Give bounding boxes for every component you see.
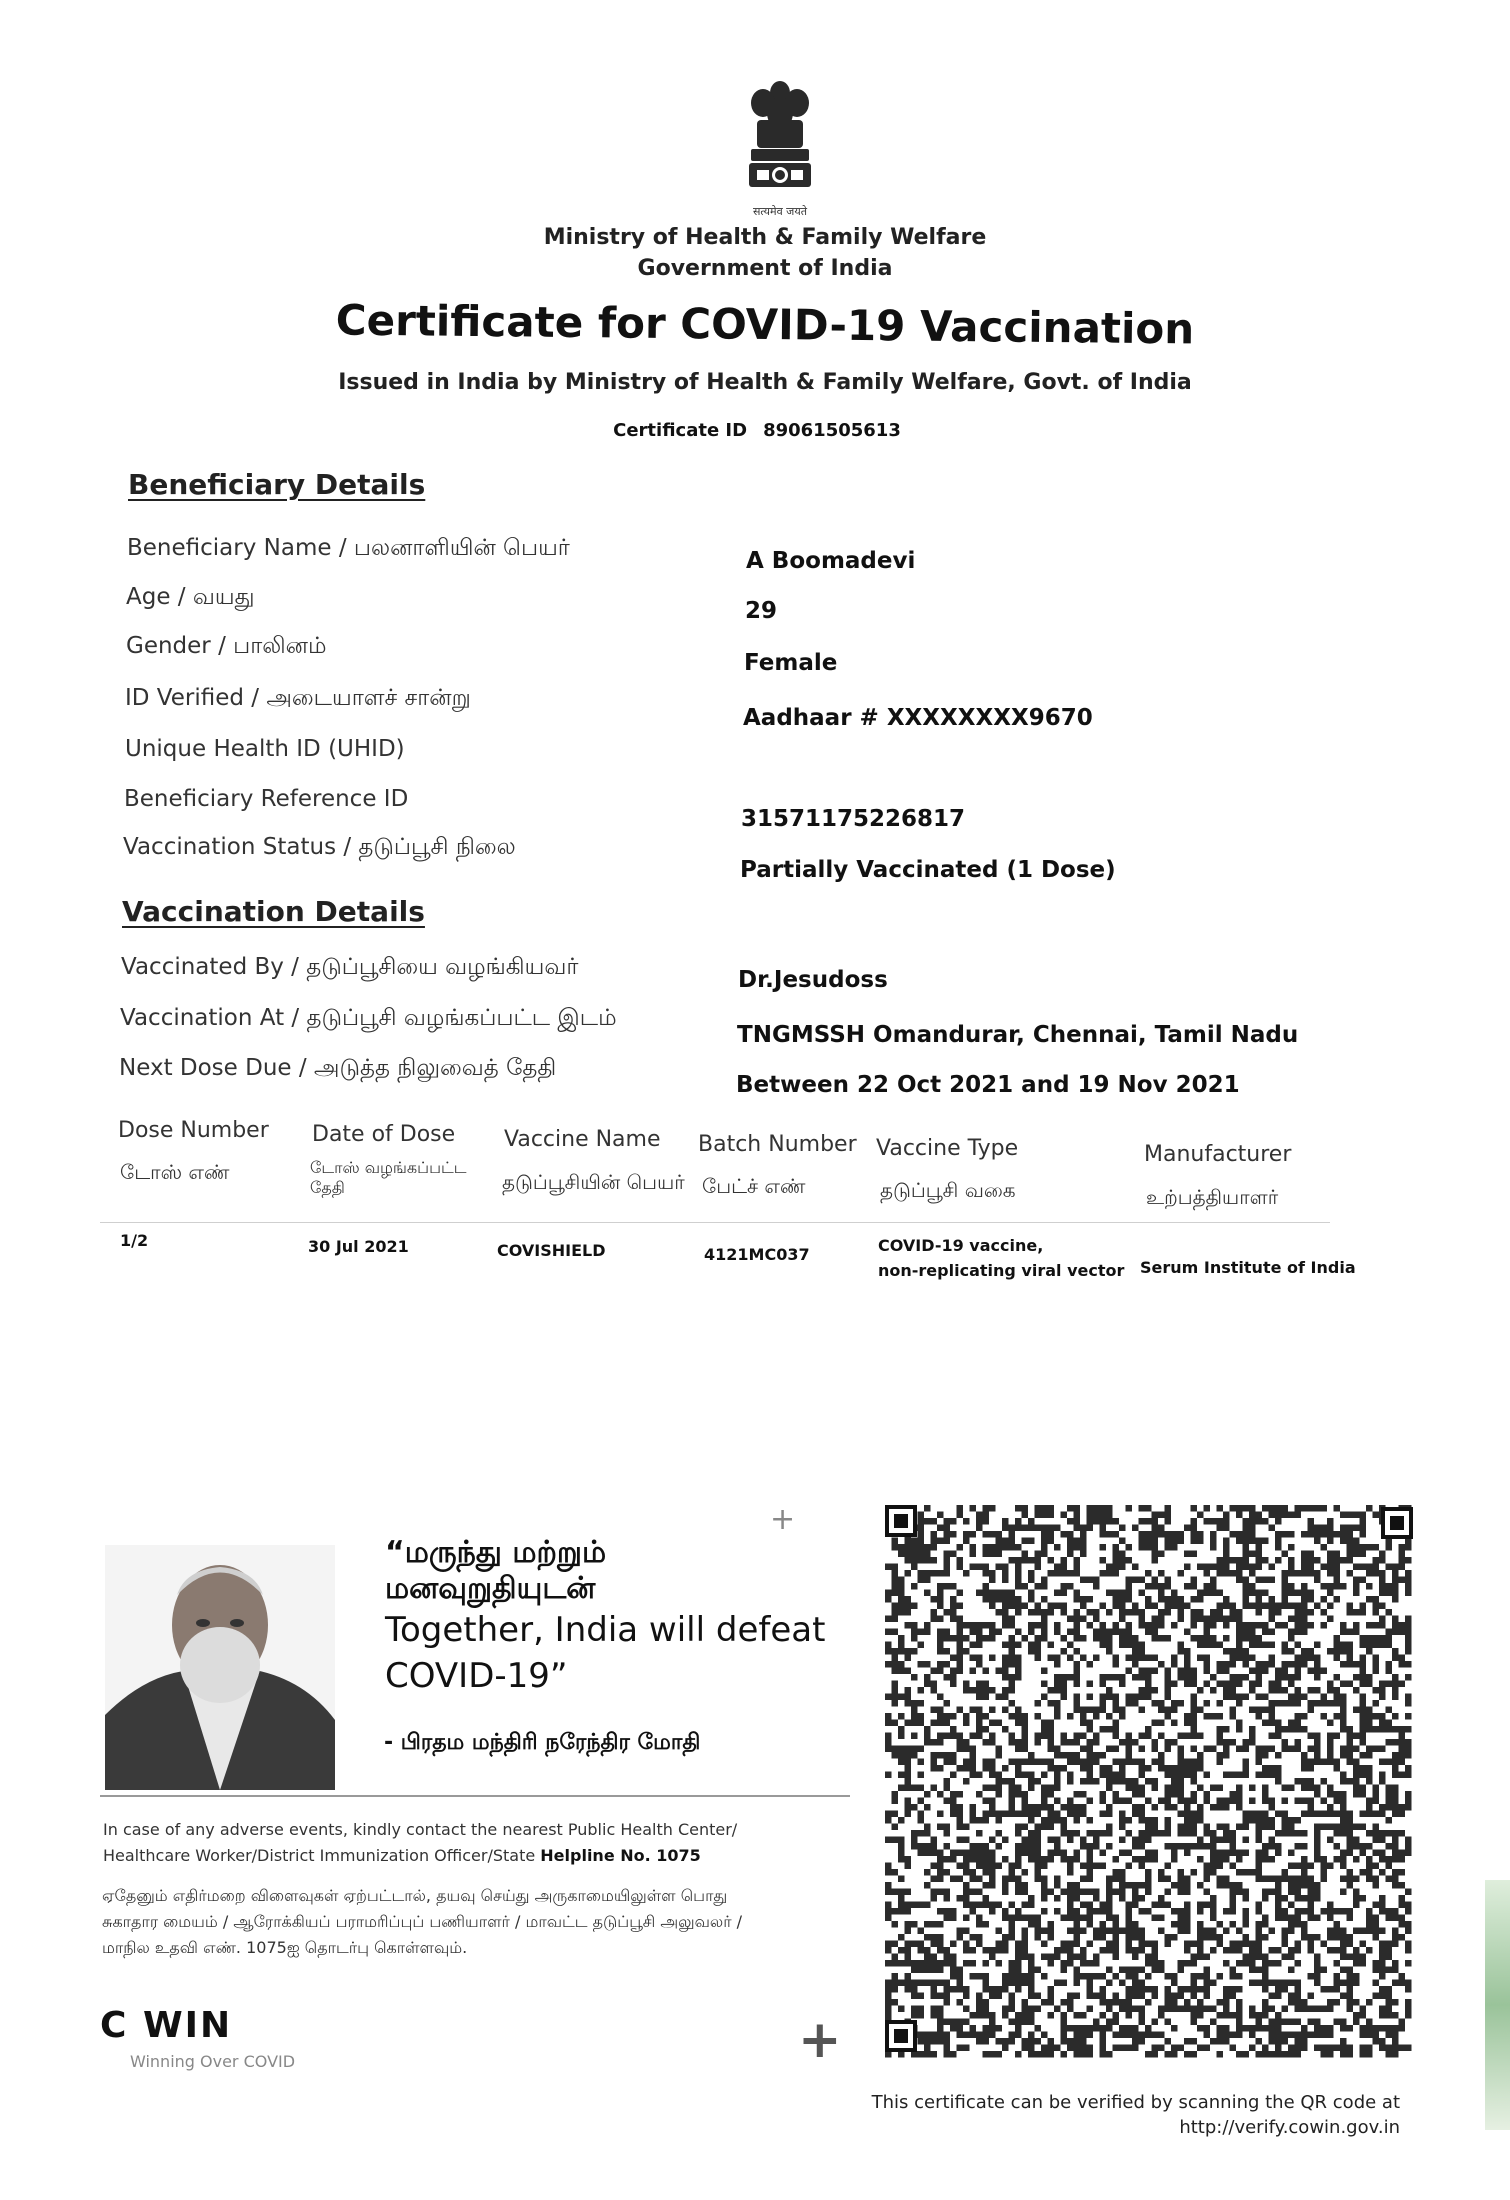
vaccine-name-cell: COVISHIELD (497, 1241, 606, 1260)
vaccinated-by-value: Dr.Jesudoss (738, 967, 888, 993)
issued-by: Issued in India by Ministry of Health & Family Welfare, Govt. of India (338, 370, 1192, 395)
beneficiary-details-heading: Beneficiary Details (128, 468, 426, 501)
dose-number-cell: 1/2 (120, 1231, 149, 1250)
vaccinated-by-label: Vaccinated By / தடுப்பூசியை வழங்கியவர் (121, 954, 579, 980)
uhid-label: Unique Health ID (UHID) (125, 736, 405, 762)
gender-value: Female (744, 650, 838, 676)
verify-url: http://verify.cowin.gov.in (1179, 2117, 1400, 2138)
beneficiary-name-label: Beneficiary Name / பலனாளியின் பெயர் (127, 535, 570, 561)
qr-finder-pattern (1381, 1507, 1413, 1539)
quote-signature: - பிரதம மந்திரி நரேந்திர மோதி (384, 1730, 701, 1755)
manufacturer-cell: Serum Institute of India (1140, 1258, 1356, 1277)
qr-code (885, 1505, 1415, 2060)
qr-code-icon (885, 1505, 1415, 2060)
vaccination-at-value: TNGMSSH Omandurar, Chennai, Tamil Nadu (737, 1022, 1299, 1048)
portrait-photo (105, 1545, 335, 1790)
notice-tamil-line2: சுகாதார மையம் / ஆரோக்கியப் பராமரிப்புப் பணியாளர் / மாவட்ட தடுப்பூசி அலுவலர் / (102, 1912, 743, 1931)
quote-tamil-line2: மனவுறுதியுடன் (385, 1571, 596, 1606)
table-header-batch-number: Batch Number (698, 1132, 857, 1157)
notice-english: In case of any adverse events, kindly contact the nearest Public Health Center/ Healthcare Worker/District Immunization Officer/State (103, 1820, 738, 1865)
age-label: Age / வயது (126, 584, 255, 610)
reference-id-label: Beneficiary Reference ID (124, 786, 409, 812)
table-header-date-of-dose-ta: டோஸ் வழங்கப்பட்ட தேதி (310, 1158, 467, 1197)
qr-finder-pattern (885, 2020, 917, 2052)
certificate-id-label: Certificate ID (613, 420, 748, 441)
emblem-motto: सत्यमेव जयते (752, 205, 807, 218)
notice-tamil-line1: ஏதேனும் எதிர்மறை விளைவுகள் ஏற்பட்டால், தயவு செய்து அருகாமையிலுள்ள பொது (102, 1886, 728, 1905)
quote-tamil-line1: “மருந்து மற்றும் (385, 1535, 607, 1570)
id-verified-value: Aadhaar # XXXXXXXX9670 (743, 705, 1093, 731)
date-of-dose-cell: 30 Jul 2021 (308, 1237, 409, 1256)
table-header-manufacturer: Manufacturer (1144, 1142, 1292, 1167)
age-value: 29 (745, 598, 778, 624)
page-edge-shadow (1485, 1880, 1510, 2130)
cowin-tagline: Winning Over COVID (130, 2052, 296, 2071)
qr-finder-pattern (885, 1505, 917, 1537)
certificate-title: Certificate for COVID-19 Vaccination (335, 295, 1195, 354)
helpline-number: Helpline No. 1075 (540, 1846, 701, 1865)
quote-english-line2: COVID-19” (385, 1656, 568, 1696)
table-header-dose-number: Dose Number (118, 1118, 269, 1143)
vaccination-details-heading: Vaccination Details (122, 895, 425, 928)
id-verified-label: ID Verified / அடையாளச் சான்று (125, 685, 471, 711)
vaccination-status-label: Vaccination Status / தடுப்பூசி நிலை (123, 834, 516, 860)
table-header-vaccine-name: Vaccine Name (504, 1127, 661, 1152)
cowin-logo: C WIN (100, 2005, 233, 2046)
plus-mark-icon: + (770, 1502, 796, 1537)
table-header-dose-number-ta: டோஸ் எண் (120, 1160, 230, 1184)
vaccination-status-value: Partially Vaccinated (1 Dose) (740, 857, 1116, 883)
table-header-vaccine-name-ta: தடுப்பூசியின் பெயர் (502, 1170, 685, 1194)
next-dose-label: Next Dose Due / அடுத்த நிலுவைத் தேதி (119, 1055, 557, 1081)
table-header-vaccine-type-ta: தடுப்பூசி வகை (880, 1178, 1016, 1202)
vaccine-type-line1: COVID-19 vaccine, (878, 1236, 1044, 1255)
adverse-events-notice-tamil (102, 1883, 842, 1961)
government-name: Government of India (637, 256, 893, 281)
verification-note (860, 2090, 1400, 2140)
quote-separator (100, 1795, 850, 1797)
adverse-events-notice (103, 1817, 823, 1869)
batch-number-cell: 4121MC037 (704, 1245, 810, 1264)
quote-english-line1: Together, India will defeat (385, 1610, 826, 1650)
table-header-manufacturer-ta: உற்பத்தியாளர் (1146, 1185, 1279, 1209)
certificate-id (0, 420, 1510, 441)
reference-id-value: 31571175226817 (741, 806, 966, 832)
table-header-date-of-dose: Date of Dose (312, 1122, 456, 1147)
table-header-vaccine-type: Vaccine Type (876, 1136, 1019, 1161)
table-header-batch-number-ta: பேட்ச் எண் (702, 1174, 806, 1198)
vaccination-at-label: Vaccination At / தடுப்பூசி வழங்கப்பட்ட இடம் (120, 1005, 617, 1031)
vaccine-type-cell (878, 1233, 1124, 1283)
next-dose-value: Between 22 Oct 2021 and 19 Nov 2021 (736, 1072, 1240, 1098)
ministry-name: Ministry of Health & Family Welfare (543, 225, 987, 250)
notice-tamil-line3: மாநில உதவி எண். 1075ஐ தொடர்பு கொள்ளவும். (102, 1938, 468, 1957)
gender-label: Gender / பாலினம் (126, 633, 327, 659)
certificate-id-value: 89061505613 (763, 420, 901, 441)
table-divider (100, 1222, 1330, 1223)
beneficiary-name-value: A Boomadevi (746, 548, 916, 574)
national-emblem-icon (735, 75, 825, 205)
cross-mark-icon: + (798, 2010, 842, 2070)
verify-line1: This certificate can be verified by scanning the QR code at (871, 2092, 1400, 2113)
vaccine-type-line2: non-replicating viral vector (878, 1261, 1125, 1280)
quote-block (385, 1535, 825, 1699)
